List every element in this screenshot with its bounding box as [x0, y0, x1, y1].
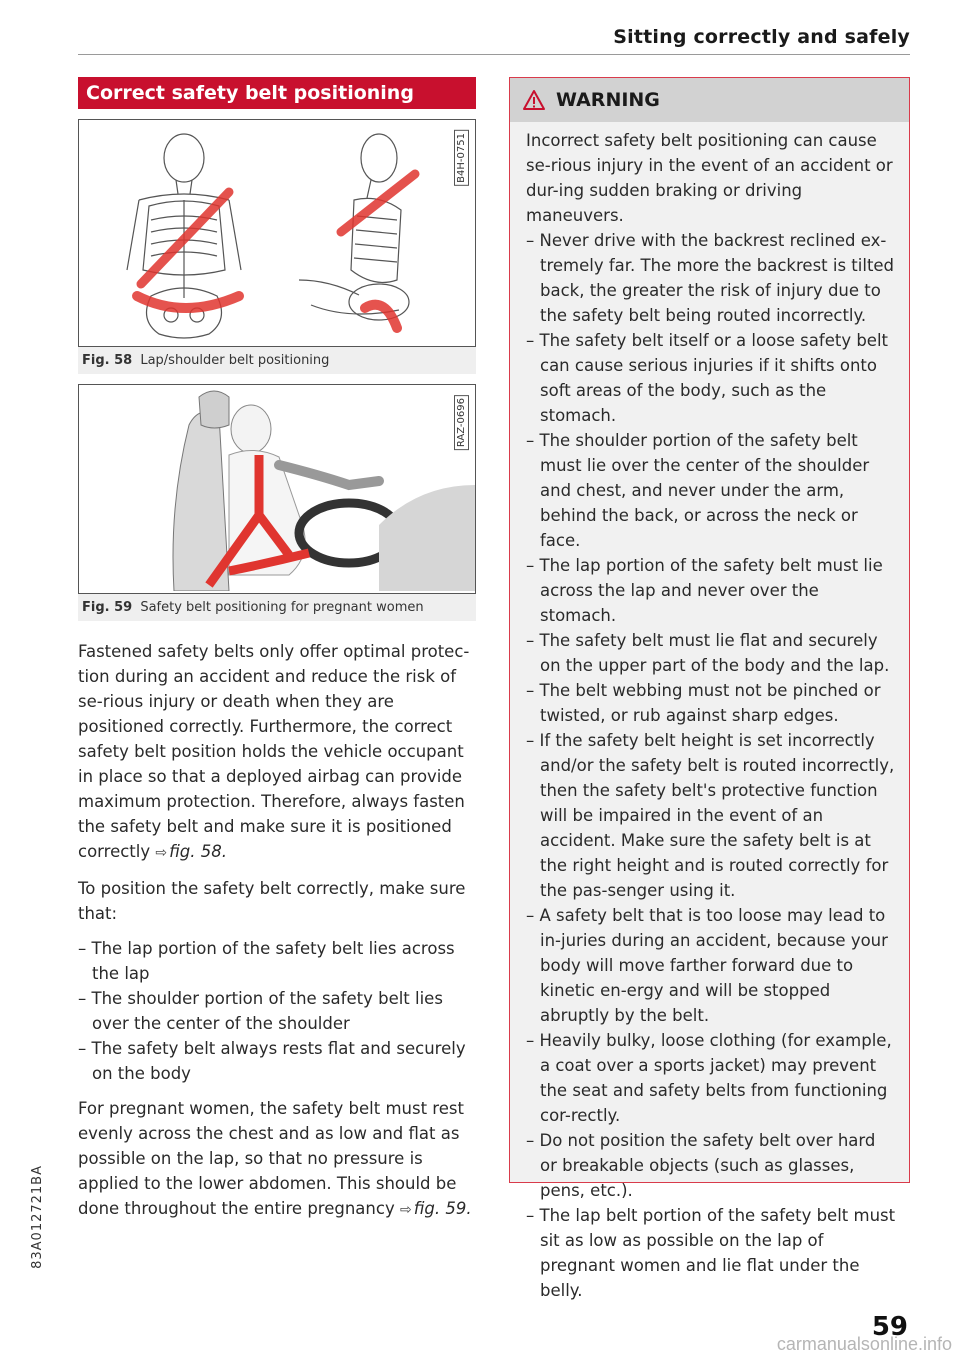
position-checklist — [78, 936, 476, 1086]
seatbelt-skeleton-illustration — [79, 120, 475, 344]
header-title: Sitting correctly and safely — [613, 26, 910, 48]
warning-item: – The safety belt itself or a loose safety belt can cause serious injuries if it shifts onto soft areas of the body, such as the stomach. — [526, 331, 889, 425]
figure-59-image — [78, 384, 476, 594]
reference-arrow-icon: ⇨ — [399, 1202, 412, 1218]
figure-58-image — [78, 119, 476, 347]
warning-box — [509, 77, 910, 1300]
pregnant-driver-illustration — [79, 385, 475, 591]
figure-59 — [78, 384, 476, 621]
figure-58 — [78, 119, 476, 374]
warning-item: – Do not position the safety belt over hard or breakable objects (such as glasses, pens, etc.). — [526, 1131, 876, 1200]
warning-item: – The shoulder portion of the safety belt must lie over the center of the shoulder and chest, and never under the arm, behind the back, or across the neck or face. — [526, 431, 870, 550]
list-item: – The safety belt always rests flat and securely on the body — [78, 1039, 466, 1083]
warning-header — [510, 78, 909, 122]
figure-58-code: B4H-0751 — [454, 130, 469, 186]
paragraph-1 — [78, 639, 476, 866]
warning-item: – Never drive with the backrest reclined ex-tremely far. The more the backrest is tilted back, the greater the risk of injury due to the safety belt being routed incorrectly. — [526, 231, 895, 325]
warning-item: – Heavily bulky, loose clothing (for example, a coat over a sports jacket) may prevent the seat and safety belts from functioning cor-rectly. — [526, 1031, 892, 1125]
list-item: – The lap portion of the safety belt lies across the lap — [78, 939, 455, 983]
page-header — [78, 22, 910, 55]
page-number: 59 — [871, 1312, 908, 1342]
warning-list — [526, 228, 897, 1303]
figure-58-caption — [78, 347, 476, 374]
paragraph-1-text: Fastened safety belts only offer optimal protec-tion during an accident and reduce the risk of se-rious injury or death when they are positioned correctly. Furthermore, the correct safety belt position holds the vehicle occupant in place so that a deployed airbag can provide maximum protection. Therefore, always fasten the safety belt and make sure it is positioned correctly — [78, 642, 470, 861]
list-item: – The shoulder portion of the safety belt lies over the center of the shoulder — [78, 989, 443, 1033]
warning-item: – The belt webbing must not be pinched or twisted, or rub against sharp edges. — [526, 681, 881, 725]
figure-59-caption-text: Safety belt positioning for pregnant women — [140, 600, 424, 615]
warning-item: – The safety belt must lie flat and securely on the upper part of the body and the lap. — [526, 631, 890, 675]
warning-intro: Incorrect safety belt positioning can cause se-rious injury in the event of an accident or dur-ing sudden braking or driving maneuvers. — [526, 131, 893, 225]
section-title: Correct safety belt positioning — [78, 77, 476, 109]
warning-item: – The lap belt portion of the safety belt must sit as low as possible on the lap of pregnant women and lie flat under the belly. — [526, 1206, 896, 1300]
warning-item: – The lap portion of the safety belt must lie across the lap and never over the stomach. — [526, 556, 883, 625]
figure-59-code: RAZ-0696 — [454, 395, 469, 450]
reference-arrow-icon: ⇨ — [155, 845, 168, 861]
warning-item: – If the safety belt height is set incorrectly and/or the safety belt is routed incorrectly, then the safety belt's protective function will be impaired in the event of an accident. Make sure the safety belt is at the right height and is routed correctly for the pas-senger using it. — [526, 731, 895, 900]
warning-body — [510, 122, 909, 1303]
figure-58-label: Fig. 58 — [82, 353, 133, 368]
left-column — [78, 77, 476, 1233]
figure-59-caption — [78, 594, 476, 621]
warning-item: – A safety belt that is too loose may lead to in-juries during an accident, because your body will move farther forward due to kinetic en-ergy and will be stopped abruptly by the belt. — [526, 906, 888, 1025]
warning-title: WARNING — [556, 89, 660, 111]
paragraph-3-text: For pregnant women, the safety belt must rest evenly across the chest and as low and flat as possible on the lap, so that no pressure is applied to the lower abdomen. This should be done throughout the entire pregnancy — [78, 1099, 464, 1218]
paragraph-2: To position the safety belt correctly, make sure that: — [78, 879, 466, 923]
figure-59-label: Fig. 59 — [82, 600, 133, 615]
paragraph-3 — [78, 1096, 476, 1223]
figure-59-ref[interactable]: fig. 59. — [413, 1199, 472, 1218]
figure-58-ref[interactable]: fig. 58. — [169, 842, 227, 861]
footer-watermark: carmanualsonline.info — [776, 1334, 952, 1354]
body-text — [78, 639, 476, 1223]
warning-triangle-icon — [522, 89, 546, 111]
figure-58-caption-text: Lap/shoulder belt positioning — [140, 353, 330, 368]
document-code: 83A012721BA — [30, 1165, 45, 1269]
